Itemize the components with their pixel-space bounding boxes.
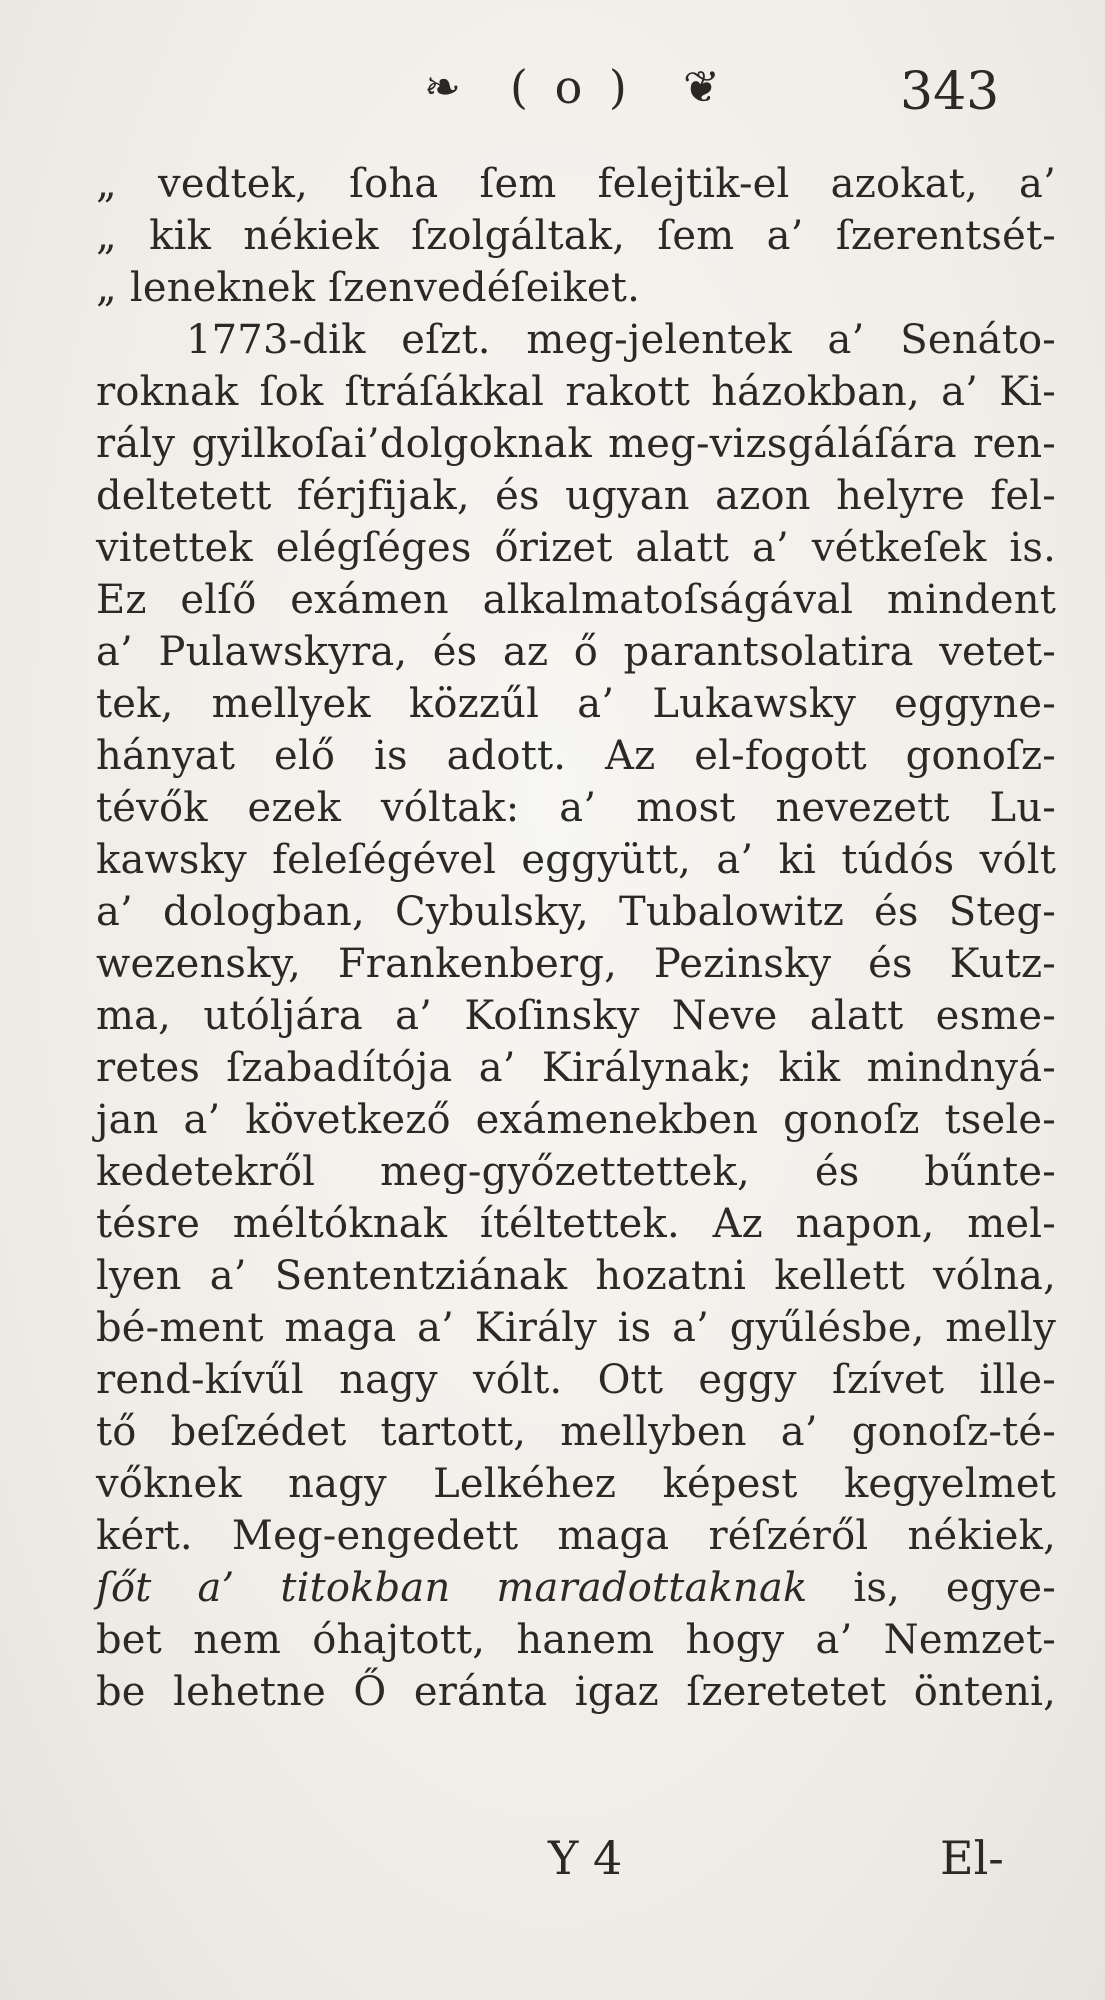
page-number: 343 xyxy=(900,62,1000,122)
ornament-right-icon: ❦ xyxy=(683,62,720,113)
text-line: kawsky feleſégével eggyütt, a’ ki túdós vólt xyxy=(96,837,1056,883)
signature-mark: Y 4 xyxy=(548,1831,623,1885)
catchword: El- xyxy=(940,1831,1004,1885)
text-line-italic xyxy=(96,1562,1056,1614)
text-line: ma, utóljára a’ Koſinsky Neve alatt esme- xyxy=(96,993,1056,1039)
italic-phrase: ſőt a’ titokban maradottaknak xyxy=(96,1565,808,1611)
header-mark: ( o ) xyxy=(510,60,633,114)
text-line: rály gyilkoſai’dolgoknak meg-vizsgáláſára ren- xyxy=(96,421,1056,467)
text-line: rend-kívűl nagy vólt. Ott eggy ſzívet ille- xyxy=(96,1357,1056,1403)
text-line: tévők ezek vóltak: a’ most nevezett Lu- xyxy=(96,785,1056,831)
text-line: hányat elő is adott. Az el-fogott gonoſz- xyxy=(96,733,1056,779)
text-line: „ leneknek ſzenvedéſeiket. xyxy=(96,265,640,311)
text-line: a’ dologban, Cybulsky, Tubalowitz és Steg- xyxy=(96,889,1056,935)
text-line: tek, mellyek közzűl a’ Lukawsky eggyne- xyxy=(96,681,1056,727)
text-line: „ vedtek, ſoha ſem felejtik-el azokat, a’ xyxy=(96,161,1056,207)
text-line: wezensky, Frankenberg, Pezinsky és Kutz- xyxy=(96,941,1056,987)
text-line: vitettek elégſéges őrizet alatt a’ vétkeſek is. xyxy=(96,525,1056,571)
text-line: vőknek nagy Lelkéhez képest kegyelmet xyxy=(96,1461,1056,1507)
text-line: bé-ment maga a’ Király is a’ gyűlésbe, melly xyxy=(96,1305,1056,1351)
text-line: tésre méltóknak ítéltettek. Az napon, mel- xyxy=(96,1201,1056,1247)
text-line: „ kik nékiek ſzolgáltak, ſem a’ ſzerentsét- xyxy=(96,213,1056,259)
text-line: tő beſzédet tartott, mellyben a’ gonoſz-té- xyxy=(96,1409,1056,1455)
text-line: kedetekről meg-győzettettek, és bűnte- xyxy=(96,1149,1056,1195)
italic-line-rest: is, egye- xyxy=(807,1565,1056,1611)
text-line: 1773-dik eſzt. meg-jelentek a’ Senáto- xyxy=(186,317,1056,363)
text-line: a’ Pulawskyra, és az ő parantsolatira vetet- xyxy=(96,629,1056,675)
text-line: be lehetne Ő eránta igaz ſzeretetet önteni, xyxy=(96,1669,1056,1715)
text-line: deltetett férjfijak, és ugyan azon helyre fel- xyxy=(96,473,1056,519)
page-footer xyxy=(0,1830,1105,1890)
ornament-left-icon: ❧ xyxy=(424,62,461,113)
text-line: retes ſzabadítója a’ Királynak; kik mindnyá- xyxy=(96,1045,1056,1091)
page-header xyxy=(0,62,1105,132)
text-line: Ez elſő exámen alkalmatoſságával mindent xyxy=(96,577,1056,623)
text-line: bet nem óhajtott, hanem hogy a’ Nemzet- xyxy=(96,1617,1056,1663)
text-line: roknak ſok ſtráſákkal rakott házokban, a’ Ki- xyxy=(96,369,1056,415)
text-line: lyen a’ Sententziának hozatni kellett vólna, xyxy=(96,1253,1056,1299)
text-line: kért. Meg-engedett maga réſzéről nékiek, xyxy=(96,1513,1056,1559)
body-text xyxy=(96,158,1056,1718)
text-line: jan a’ következő exámenekben gonoſz tsele- xyxy=(96,1097,1056,1143)
